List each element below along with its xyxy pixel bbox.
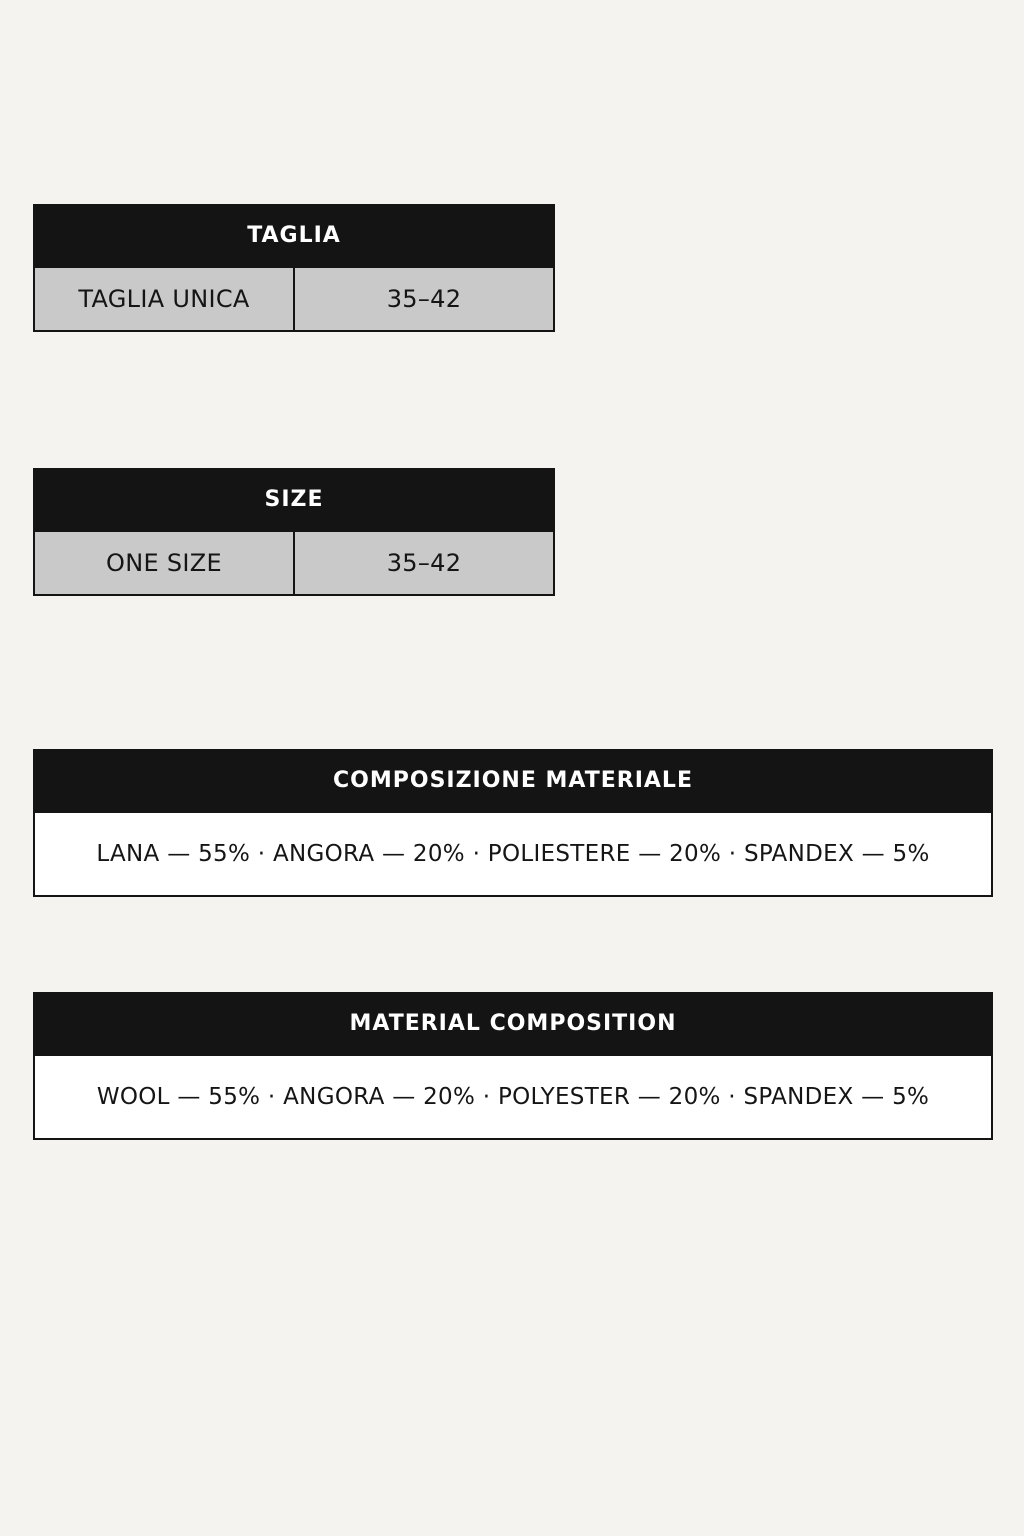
composition-table-row [35,811,991,895]
size-label-cell: TAGLIA UNICA [78,285,250,313]
composition-table-italian [33,749,993,897]
size-table-header: TAGLIA [35,206,553,266]
composition-table-header: MATERIAL COMPOSITION [35,994,991,1054]
size-label-cell: ONE SIZE [106,549,222,577]
size-table-row [35,266,553,330]
size-table-row [35,530,553,594]
composition-table-english [33,992,993,1140]
composition-table-header: COMPOSIZIONE MATERIALE [35,751,991,811]
size-range-cell: 35–42 [293,268,553,330]
composition-table-row [35,1054,991,1138]
size-table-italian [33,204,555,332]
size-table-english [33,468,555,596]
composition-text: WOOL — 55% · ANGORA — 20% · POLYESTER — 20% · SPANDEX — 5% [96,1084,930,1110]
size-range-cell: 35–42 [293,532,553,594]
composition-text: LANA — 55% · ANGORA — 20% · POLIESTERE — 20% · SPANDEX — 5% [96,841,930,867]
size-table-header: SIZE [35,470,553,530]
